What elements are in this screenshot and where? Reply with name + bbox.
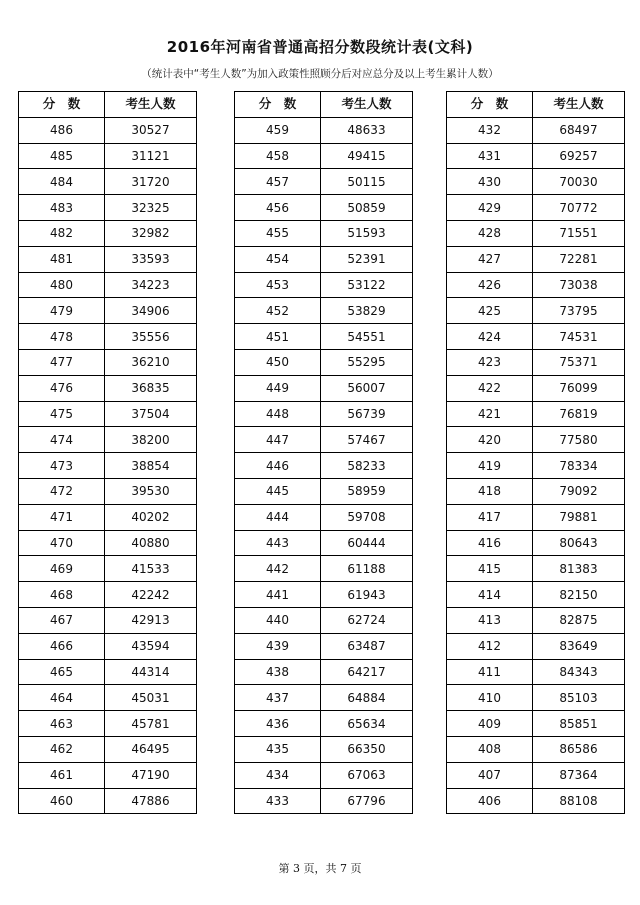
score-cell: 406 [447, 788, 533, 814]
count-cell: 43594 [105, 633, 197, 659]
table-row [19, 711, 197, 737]
table-row [19, 607, 197, 633]
table-row [19, 530, 197, 556]
score-cell: 473 [19, 453, 105, 479]
count-cell: 58959 [321, 478, 413, 504]
count-cell: 78334 [533, 453, 625, 479]
table-row [447, 762, 625, 788]
table-row [447, 530, 625, 556]
table-row [19, 324, 197, 350]
table-row [19, 453, 197, 479]
score-cell: 447 [235, 427, 321, 453]
score-cell: 430 [447, 169, 533, 195]
score-cell: 419 [447, 453, 533, 479]
count-cell: 64884 [321, 685, 413, 711]
table-row [447, 272, 625, 298]
table-row [19, 736, 197, 762]
count-cell: 53122 [321, 272, 413, 298]
table-row [235, 117, 413, 143]
score-cell: 429 [447, 195, 533, 221]
score-cell: 431 [447, 143, 533, 169]
score-cell: 439 [235, 633, 321, 659]
score-cell: 455 [235, 220, 321, 246]
count-cell: 69257 [533, 143, 625, 169]
count-cell: 57467 [321, 427, 413, 453]
count-cell: 52391 [321, 246, 413, 272]
score-table-1 [18, 91, 197, 814]
count-cell: 40202 [105, 504, 197, 530]
count-cell: 54551 [321, 324, 413, 350]
count-cell: 79092 [533, 478, 625, 504]
table-row [447, 504, 625, 530]
count-cell: 42913 [105, 607, 197, 633]
table-row [19, 272, 197, 298]
score-cell: 427 [447, 246, 533, 272]
table-row [235, 504, 413, 530]
score-cell: 426 [447, 272, 533, 298]
count-cell: 36835 [105, 375, 197, 401]
count-cell: 38200 [105, 427, 197, 453]
score-cell: 437 [235, 685, 321, 711]
count-cell: 88108 [533, 788, 625, 814]
count-cell: 85103 [533, 685, 625, 711]
count-cell: 44314 [105, 659, 197, 685]
count-cell: 45031 [105, 685, 197, 711]
count-cell: 41533 [105, 556, 197, 582]
score-cell: 470 [19, 530, 105, 556]
score-header: 分 数 [235, 92, 321, 118]
score-cell: 424 [447, 324, 533, 350]
table-row [235, 169, 413, 195]
count-cell: 76099 [533, 375, 625, 401]
count-cell: 60444 [321, 530, 413, 556]
score-cell: 451 [235, 324, 321, 350]
score-cell: 456 [235, 195, 321, 221]
score-cell: 448 [235, 401, 321, 427]
table-row [235, 607, 413, 633]
table-row [19, 298, 197, 324]
count-cell: 85851 [533, 711, 625, 737]
page-title: 2016年河南省普通高招分数段统计表(文科) [166, 38, 474, 56]
score-cell: 461 [19, 762, 105, 788]
table-row [447, 143, 625, 169]
table-row [235, 375, 413, 401]
table-row [235, 582, 413, 608]
score-cell: 434 [235, 762, 321, 788]
count-cell: 49415 [321, 143, 413, 169]
table-row [19, 582, 197, 608]
table-row [447, 220, 625, 246]
table-row [447, 556, 625, 582]
count-cell: 64217 [321, 659, 413, 685]
score-cell: 476 [19, 375, 105, 401]
count-cell: 73038 [533, 272, 625, 298]
score-cell: 417 [447, 504, 533, 530]
table-row [447, 453, 625, 479]
score-cell: 420 [447, 427, 533, 453]
count-cell: 83649 [533, 633, 625, 659]
table-row [235, 633, 413, 659]
score-cell: 412 [447, 633, 533, 659]
score-cell: 465 [19, 659, 105, 685]
count-cell: 71551 [533, 220, 625, 246]
count-cell: 62724 [321, 607, 413, 633]
table-row [447, 788, 625, 814]
score-cell: 460 [19, 788, 105, 814]
count-header: 考生人数 [533, 92, 625, 118]
count-cell: 67796 [321, 788, 413, 814]
table-row [235, 530, 413, 556]
score-cell: 485 [19, 143, 105, 169]
count-cell: 32982 [105, 220, 197, 246]
count-cell: 31121 [105, 143, 197, 169]
table-row [447, 427, 625, 453]
score-cell: 407 [447, 762, 533, 788]
score-cell: 472 [19, 478, 105, 504]
table-row [447, 582, 625, 608]
count-cell: 31720 [105, 169, 197, 195]
header-row [447, 92, 625, 118]
table-row [19, 195, 197, 221]
score-cell: 482 [19, 220, 105, 246]
count-cell: 39530 [105, 478, 197, 504]
score-cell: 483 [19, 195, 105, 221]
table-row [235, 349, 413, 375]
count-cell: 35556 [105, 324, 197, 350]
count-cell: 56739 [321, 401, 413, 427]
table-row [19, 375, 197, 401]
score-cell: 474 [19, 427, 105, 453]
table-row [19, 762, 197, 788]
score-cell: 410 [447, 685, 533, 711]
score-cell: 467 [19, 607, 105, 633]
score-cell: 415 [447, 556, 533, 582]
score-cell: 443 [235, 530, 321, 556]
table-row [447, 349, 625, 375]
count-cell: 63487 [321, 633, 413, 659]
table-row [19, 556, 197, 582]
table-row [447, 375, 625, 401]
count-cell: 38854 [105, 453, 197, 479]
table-row [235, 711, 413, 737]
count-cell: 40880 [105, 530, 197, 556]
table-row [447, 633, 625, 659]
table-row [235, 143, 413, 169]
score-cell: 411 [447, 659, 533, 685]
table-row [19, 401, 197, 427]
count-cell: 47886 [105, 788, 197, 814]
table-row [235, 478, 413, 504]
score-cell: 450 [235, 349, 321, 375]
score-cell: 464 [19, 685, 105, 711]
count-header: 考生人数 [105, 92, 197, 118]
table-row [235, 788, 413, 814]
score-cell: 478 [19, 324, 105, 350]
page-subtitle: （统计表中“考生人数”为加入政策性照顾分后对应总分及以上考生累计人数） [141, 68, 499, 80]
table-row [235, 298, 413, 324]
count-cell: 46495 [105, 736, 197, 762]
count-cell: 56007 [321, 375, 413, 401]
header-row [19, 92, 197, 118]
score-cell: 428 [447, 220, 533, 246]
table-row [19, 788, 197, 814]
table-row [19, 685, 197, 711]
count-cell: 61188 [321, 556, 413, 582]
count-cell: 66350 [321, 736, 413, 762]
table-row [235, 246, 413, 272]
table-row [235, 324, 413, 350]
score-cell: 416 [447, 530, 533, 556]
score-cell: 433 [235, 788, 321, 814]
table-row [235, 736, 413, 762]
table-row [19, 504, 197, 530]
score-cell: 441 [235, 582, 321, 608]
score-cell: 442 [235, 556, 321, 582]
count-cell: 50115 [321, 169, 413, 195]
score-cell: 413 [447, 607, 533, 633]
table-row [19, 246, 197, 272]
table-row [447, 195, 625, 221]
count-cell: 82875 [533, 607, 625, 633]
score-cell: 421 [447, 401, 533, 427]
table-row [19, 659, 197, 685]
count-cell: 34906 [105, 298, 197, 324]
score-cell: 418 [447, 478, 533, 504]
score-cell: 479 [19, 298, 105, 324]
count-cell: 51593 [321, 220, 413, 246]
score-cell: 440 [235, 607, 321, 633]
score-table-2 [234, 91, 413, 814]
score-cell: 444 [235, 504, 321, 530]
score-cell: 462 [19, 736, 105, 762]
score-cell: 454 [235, 246, 321, 272]
table-row [447, 685, 625, 711]
table-row [19, 427, 197, 453]
count-cell: 82150 [533, 582, 625, 608]
count-cell: 86586 [533, 736, 625, 762]
count-cell: 50859 [321, 195, 413, 221]
count-cell: 87364 [533, 762, 625, 788]
score-cell: 423 [447, 349, 533, 375]
score-cell: 477 [19, 349, 105, 375]
count-cell: 55295 [321, 349, 413, 375]
score-cell: 409 [447, 711, 533, 737]
count-cell: 42242 [105, 582, 197, 608]
table-row [235, 272, 413, 298]
count-cell: 76819 [533, 401, 625, 427]
score-cell: 459 [235, 117, 321, 143]
table-row [447, 607, 625, 633]
count-cell: 80643 [533, 530, 625, 556]
count-cell: 32325 [105, 195, 197, 221]
table-row [447, 169, 625, 195]
table-row [235, 220, 413, 246]
score-cell: 469 [19, 556, 105, 582]
score-cell: 480 [19, 272, 105, 298]
count-cell: 75371 [533, 349, 625, 375]
score-cell: 414 [447, 582, 533, 608]
table-row [447, 659, 625, 685]
table-row [447, 711, 625, 737]
score-table-3 [446, 91, 625, 814]
table-row [235, 762, 413, 788]
count-cell: 59708 [321, 504, 413, 530]
score-cell: 435 [235, 736, 321, 762]
count-cell: 73795 [533, 298, 625, 324]
table-row [235, 556, 413, 582]
table-row [447, 736, 625, 762]
score-cell: 452 [235, 298, 321, 324]
score-cell: 432 [447, 117, 533, 143]
count-cell: 70030 [533, 169, 625, 195]
score-cell: 475 [19, 401, 105, 427]
count-cell: 74531 [533, 324, 625, 350]
table-row [235, 195, 413, 221]
count-cell: 34223 [105, 272, 197, 298]
table-row [447, 401, 625, 427]
count-cell: 45781 [105, 711, 197, 737]
score-cell: 486 [19, 117, 105, 143]
count-cell: 48633 [321, 117, 413, 143]
table-row [447, 298, 625, 324]
score-cell: 408 [447, 736, 533, 762]
table-row [19, 169, 197, 195]
count-cell: 70772 [533, 195, 625, 221]
count-cell: 65634 [321, 711, 413, 737]
score-cell: 484 [19, 169, 105, 195]
count-cell: 81383 [533, 556, 625, 582]
score-cell: 436 [235, 711, 321, 737]
count-cell: 67063 [321, 762, 413, 788]
count-cell: 68497 [533, 117, 625, 143]
score-cell: 422 [447, 375, 533, 401]
score-cell: 445 [235, 478, 321, 504]
count-cell: 58233 [321, 453, 413, 479]
score-cell: 458 [235, 143, 321, 169]
score-cell: 471 [19, 504, 105, 530]
score-cell: 481 [19, 246, 105, 272]
score-cell: 468 [19, 582, 105, 608]
table-row [19, 349, 197, 375]
count-cell: 72281 [533, 246, 625, 272]
header-row [235, 92, 413, 118]
score-cell: 446 [235, 453, 321, 479]
score-cell: 463 [19, 711, 105, 737]
score-cell: 425 [447, 298, 533, 324]
table-row [447, 324, 625, 350]
count-cell: 84343 [533, 659, 625, 685]
table-row [447, 246, 625, 272]
table-row [19, 633, 197, 659]
table-row [235, 401, 413, 427]
table-row [235, 427, 413, 453]
count-cell: 33593 [105, 246, 197, 272]
table-row [447, 478, 625, 504]
page-footer: 第 3 页，共 7 页 [278, 862, 362, 875]
score-cell: 449 [235, 375, 321, 401]
score-cell: 466 [19, 633, 105, 659]
count-cell: 53829 [321, 298, 413, 324]
count-cell: 30527 [105, 117, 197, 143]
score-cell: 453 [235, 272, 321, 298]
table-row [235, 659, 413, 685]
table-row [19, 143, 197, 169]
table-row [447, 117, 625, 143]
table-row [235, 685, 413, 711]
table-row [235, 453, 413, 479]
table-row [19, 117, 197, 143]
table-row [19, 220, 197, 246]
count-cell: 47190 [105, 762, 197, 788]
count-header: 考生人数 [321, 92, 413, 118]
count-cell: 61943 [321, 582, 413, 608]
score-header: 分 数 [19, 92, 105, 118]
count-cell: 79881 [533, 504, 625, 530]
score-cell: 438 [235, 659, 321, 685]
count-cell: 37504 [105, 401, 197, 427]
score-cell: 457 [235, 169, 321, 195]
table-row [19, 478, 197, 504]
score-header: 分 数 [447, 92, 533, 118]
count-cell: 36210 [105, 349, 197, 375]
count-cell: 77580 [533, 427, 625, 453]
